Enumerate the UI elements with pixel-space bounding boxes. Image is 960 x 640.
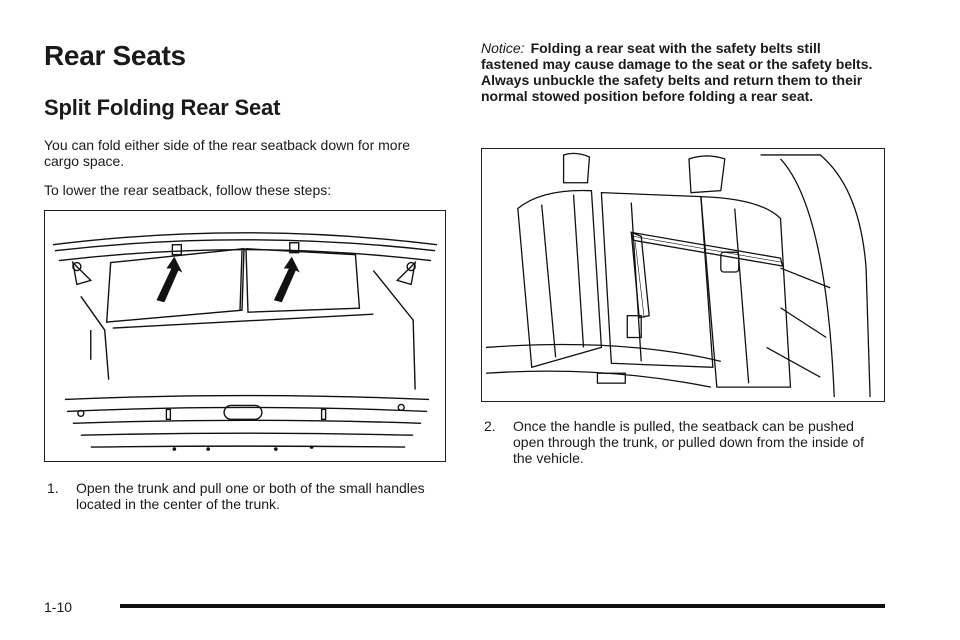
trunk-illustration: [44, 210, 446, 462]
notice-label: Notice:: [481, 40, 525, 56]
step-1: [47, 480, 442, 512]
notice-text: Folding a rear seat with the safety belts still fastened may cause damage to the seat or the safety belts. Always unbuckle the safety belts and return them to their normal stowed position before folding a rear seat.: [481, 40, 873, 104]
section-heading: Split Folding Rear Seat: [44, 95, 281, 120]
step-2: [484, 418, 884, 466]
step-number: 2.: [484, 418, 496, 434]
rear-seat-illustration: [481, 148, 885, 402]
steps-lead-paragraph: To lower the rear seatback, follow these steps:: [44, 182, 332, 198]
rear-seat-drawing: [482, 149, 884, 401]
footer-rule: [120, 604, 885, 608]
trunk-drawing: [45, 211, 445, 461]
step-number: 1.: [47, 480, 59, 496]
page-number: 1-10: [44, 599, 73, 615]
page-title: Rear Seats: [44, 40, 186, 71]
intro-paragraph: You can fold either side of the rear seatback down for more cargo space.: [44, 137, 411, 169]
step-text: Once the handle is pulled, the seatback can be pushed open through the trunk, or pulled down from the inside of the vehicle.: [513, 418, 864, 466]
notice-block: [481, 40, 881, 104]
step-text: Open the trunk and pull one or both of the small handles located in the center of the trunk.: [76, 480, 425, 512]
